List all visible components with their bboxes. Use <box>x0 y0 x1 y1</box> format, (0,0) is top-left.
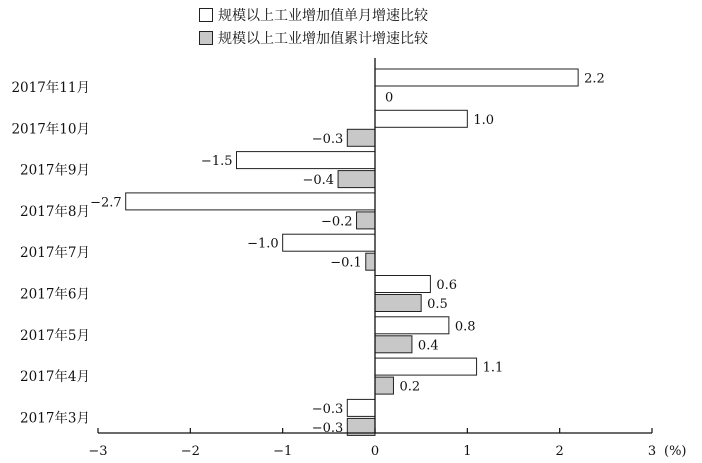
bars <box>90 69 605 436</box>
value-label-s2-2: −0.4 <box>302 173 335 189</box>
category-label-0: 2017年11月 <box>11 80 90 96</box>
bar-s1-1 <box>375 110 467 127</box>
bar-s2-2 <box>338 171 375 188</box>
bar-s1-0 <box>375 69 578 86</box>
value-label-s2-8: −0.3 <box>311 420 344 436</box>
x-tick-label-4: 1 <box>463 444 472 459</box>
value-label-s1-5: 0.6 <box>436 278 458 293</box>
bar-s2-1 <box>347 129 375 146</box>
value-label-s1-6: 0.8 <box>454 319 476 335</box>
bar-s1-8 <box>347 399 375 416</box>
value-label-s2-6: 0.4 <box>417 338 439 354</box>
bar-s1-4 <box>283 234 375 251</box>
value-label-s1-0: 2.2 <box>584 71 605 87</box>
bar-s2-5 <box>375 295 421 312</box>
category-labels <box>11 79 90 426</box>
legend-label-2: 规模以上工业增加值累计增速比较 <box>218 31 428 47</box>
bar-s2-4 <box>366 253 375 270</box>
x-tick-label-3: 0 <box>370 444 380 459</box>
value-label-s1-4: −1.0 <box>247 236 279 252</box>
value-label-s1-3: −2.7 <box>90 195 122 211</box>
category-label-7: 2017年4月 <box>20 369 90 386</box>
bar-s1-3 <box>126 193 375 210</box>
category-label-3: 2017年8月 <box>20 203 90 220</box>
x-tick-label-0: −3 <box>88 444 108 459</box>
x-unit-label: (%) <box>664 444 687 459</box>
category-label-5: 2017年6月 <box>20 286 90 303</box>
category-label-2: 2017年9月 <box>20 162 90 179</box>
value-label-s2-7: 0.2 <box>399 379 421 395</box>
bar-s2-6 <box>375 336 412 353</box>
category-label-8: 2017年3月 <box>20 410 90 427</box>
x-tick-label-1: −2 <box>180 444 200 459</box>
x-tick-label-2: −1 <box>273 444 293 459</box>
x-tick-label-6: 3 <box>647 444 657 459</box>
legend <box>200 7 429 47</box>
value-label-s2-0: 0 <box>385 90 394 106</box>
value-label-s2-1: −0.3 <box>311 131 344 147</box>
value-label-s1-7: 1.1 <box>482 360 504 376</box>
value-label-s1-2: −1.5 <box>200 154 233 170</box>
value-label-s2-4: −0.1 <box>330 255 362 271</box>
value-label-s1-1: 1.0 <box>473 112 495 128</box>
category-label-4: 2017年7月 <box>20 245 90 262</box>
category-label-6: 2017年5月 <box>20 327 90 344</box>
value-label-s1-8: −0.3 <box>311 401 344 417</box>
bar-s1-6 <box>375 317 449 334</box>
legend-label-1: 规模以上工业增加值单月增速比较 <box>218 8 428 24</box>
legend-swatch-1 <box>200 9 213 22</box>
bar-s1-7 <box>375 358 477 375</box>
legend-swatch-2 <box>200 32 213 45</box>
x-tick-label-5: 2 <box>555 444 564 459</box>
value-label-s2-3: −0.2 <box>320 214 353 230</box>
bar-s2-7 <box>375 377 393 394</box>
category-label-1: 2017年10月 <box>11 121 90 138</box>
bar-s2-3 <box>357 212 375 229</box>
bar-s1-5 <box>375 276 430 293</box>
value-label-s2-5: 0.5 <box>427 297 448 312</box>
bar-s1-2 <box>237 152 376 169</box>
